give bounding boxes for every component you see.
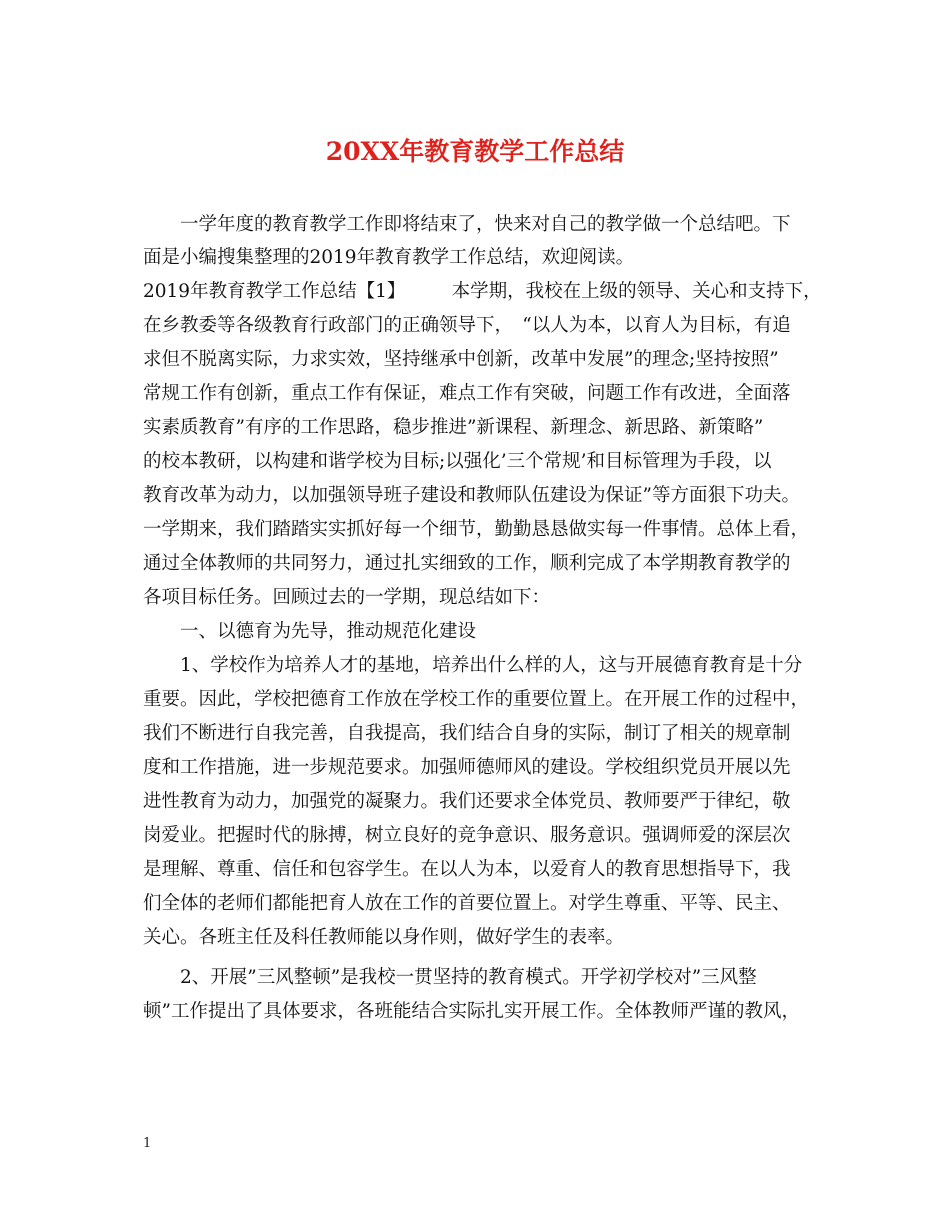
- body-line: 的校本教研，以构建和谐学校为目标;以强化’三个常规’和目标管理为手段，以: [143, 451, 772, 472]
- body-line: 2019年教育教学工作总结【1】 本学期，我校在上级的领导、关心和支持下，: [143, 281, 822, 302]
- body-line: 顿”工作提出了具体要求，各班能结合实际扎实开展工作。全体教师严谨的教风，: [143, 1001, 800, 1022]
- body-line: 面是小编搜集整理的2019年教育教学工作总结，欢迎阅读。: [143, 247, 635, 268]
- body-line: 重要。因此，学校把德育工作放在学校工作的重要位置上。在开展工作的过程中，: [143, 689, 810, 710]
- body-line: 一学期来，我们踏踏实实抓好每一个细节，勤勤恳恳做实每一件事情。总体上看，: [143, 519, 810, 540]
- body-line: 进性教育为动力，加强党的凝聚力。我们还要求全体党员、教师要严于律纪，敬: [143, 791, 791, 812]
- body-line: 我们不断进行自我完善，自我提高，我们结合自身的实际，制订了相关的规章制: [143, 723, 791, 744]
- document-title: 20XX年教育教学工作总结: [325, 137, 625, 166]
- page-number: 1: [143, 1136, 152, 1151]
- body-line: 1、学校作为培养人才的基地，培养出什么样的人，这与开展德育教育是十分: [143, 655, 803, 676]
- body-line: 岗爱业。把握时代的脉搏，树立良好的竞争意识、服务意识。强调师爱的深层次: [143, 825, 791, 846]
- body-line: 是理解、尊重、信任和包容学生。在以人为本，以爱育人的教育思想指导下，我: [143, 859, 791, 880]
- section-heading: 一、以德育为先导，推动规范化建设: [143, 621, 477, 642]
- body-line: 在乡教委等各级教育行政部门的正确领导下， “以人为本，以育人为目标，有追: [143, 315, 791, 336]
- body-line: 2、开展”三风整顿”是我校一贯坚持的教育模式。开学初学校对”三风整: [143, 967, 757, 988]
- body-line: 通过全体教师的共同努力，通过扎实细致的工作，顺利完成了本学期教育教学的: [143, 553, 791, 574]
- body-line: 各项目标任务。回顾过去的一学期，现总结如下：: [143, 587, 551, 608]
- body-line: 常规工作有创新，重点工作有保证，难点工作有突破，问题工作有改进，全面落: [143, 383, 791, 404]
- body-line: 们全体的老师们都能把育人放在工作的首要位置上。对学生尊重、平等、民主、: [143, 893, 791, 914]
- body-line: 实素质教育”有序的工作思路，稳步推进”新课程、新理念、新思路、新策略”: [143, 417, 764, 438]
- body-line: 教育改革为动力，以加强领导班子建设和教师队伍建设为保证”等方面狠下功夫。: [143, 485, 800, 506]
- body-line: 求但不脱离实际，力求实效，坚持继承中创新，改革中发展”的理念;坚持按照”: [143, 349, 779, 370]
- body-line: 度和工作措施，进一步规范要求。加强师德师风的建设。学校组织党员开展以先: [143, 757, 791, 778]
- body-line: 一学年度的教育教学工作即将结束了，快来对自己的教学做一个总结吧。下: [143, 214, 791, 235]
- body-line: 关心。各班主任及科任教师能以身作则，做好学生的表率。: [143, 927, 625, 948]
